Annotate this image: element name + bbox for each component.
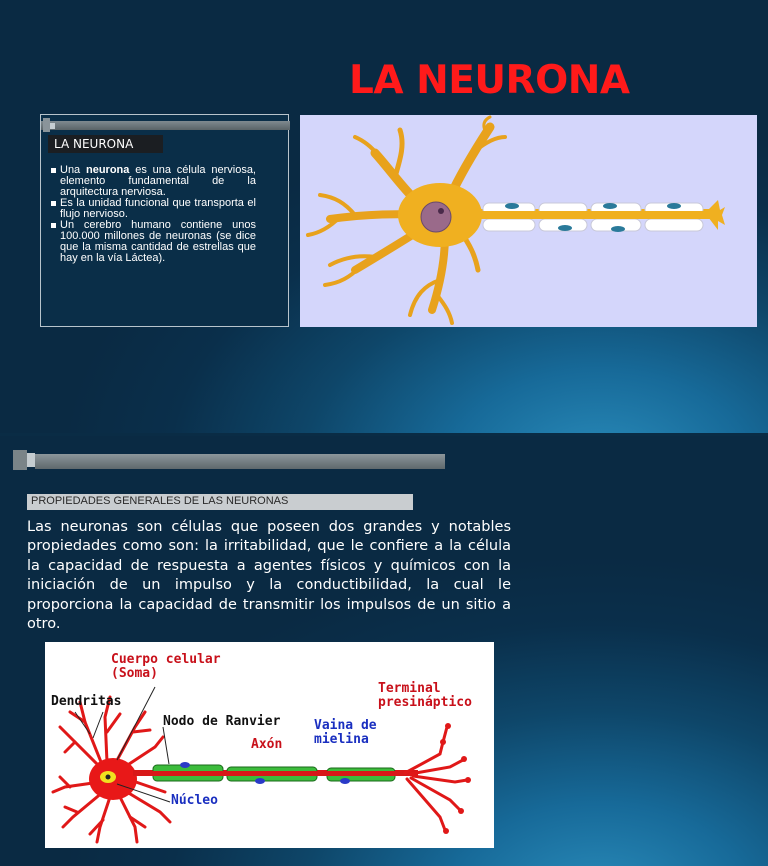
section-label: PROPIEDADES GENERALES DE LAS NEURONAS: [27, 494, 413, 510]
label-nodo-ranvier: Nodo de Ranvier: [163, 714, 281, 729]
bullet-bold-text: neurona: [86, 164, 130, 176]
header-bar: [35, 454, 445, 469]
bullet-text: es una célula nerviosa, elemento fundamental de la arquitectura nerviosa.: [60, 164, 256, 198]
bullet-item: Es la unidad funcional que transporta el flujo nervioso.: [49, 198, 256, 220]
label-nucleo: Núcleo: [171, 793, 218, 808]
text-panel: [40, 114, 289, 327]
slide-2: [0, 436, 768, 866]
label-axon: Axón: [251, 737, 283, 752]
header-square-icon: [43, 118, 50, 132]
header-square-small-icon: [50, 123, 55, 129]
label-dendritas: Dendritas: [51, 694, 122, 709]
bullet-item: Un cerebro humano contiene unos 100.000 millones de neuronas (se dice que la misma cantidad de estrellas que hay en la vía Láctea).: [49, 220, 256, 264]
neuron-illustration: [300, 115, 757, 327]
header-bar: [41, 121, 290, 130]
panel-label: LA NEURONA: [48, 135, 163, 153]
slide-title: LA NEURONA: [349, 58, 630, 103]
label-terminal-presinaptico: Terminal presináptico: [378, 681, 472, 710]
label-cuerpo-celular: Cuerpo celular (Soma): [111, 652, 221, 681]
neuron-diagram: [45, 642, 494, 848]
bullet-item: [49, 165, 256, 198]
label-vaina-mielina: Vaina de mielina: [314, 718, 377, 747]
bullet-text: Una: [60, 164, 86, 176]
properties-paragraph: Las neuronas son células que poseen dos grandes y notables propiedades como son: la irritabilidad, que le confiere a la célula la capacidad de respuesta a agentes físicos y químicos con la iniciación de un impulso y la conductibilidad, la cual le proporciona la capacidad de transmitir los impulsos de un sitio a otro.: [27, 519, 511, 633]
bullet-list: [49, 165, 256, 264]
header-square-small-icon: [27, 453, 35, 467]
header-square-icon: [13, 450, 27, 470]
neuron-drawing-icon: [300, 115, 757, 327]
